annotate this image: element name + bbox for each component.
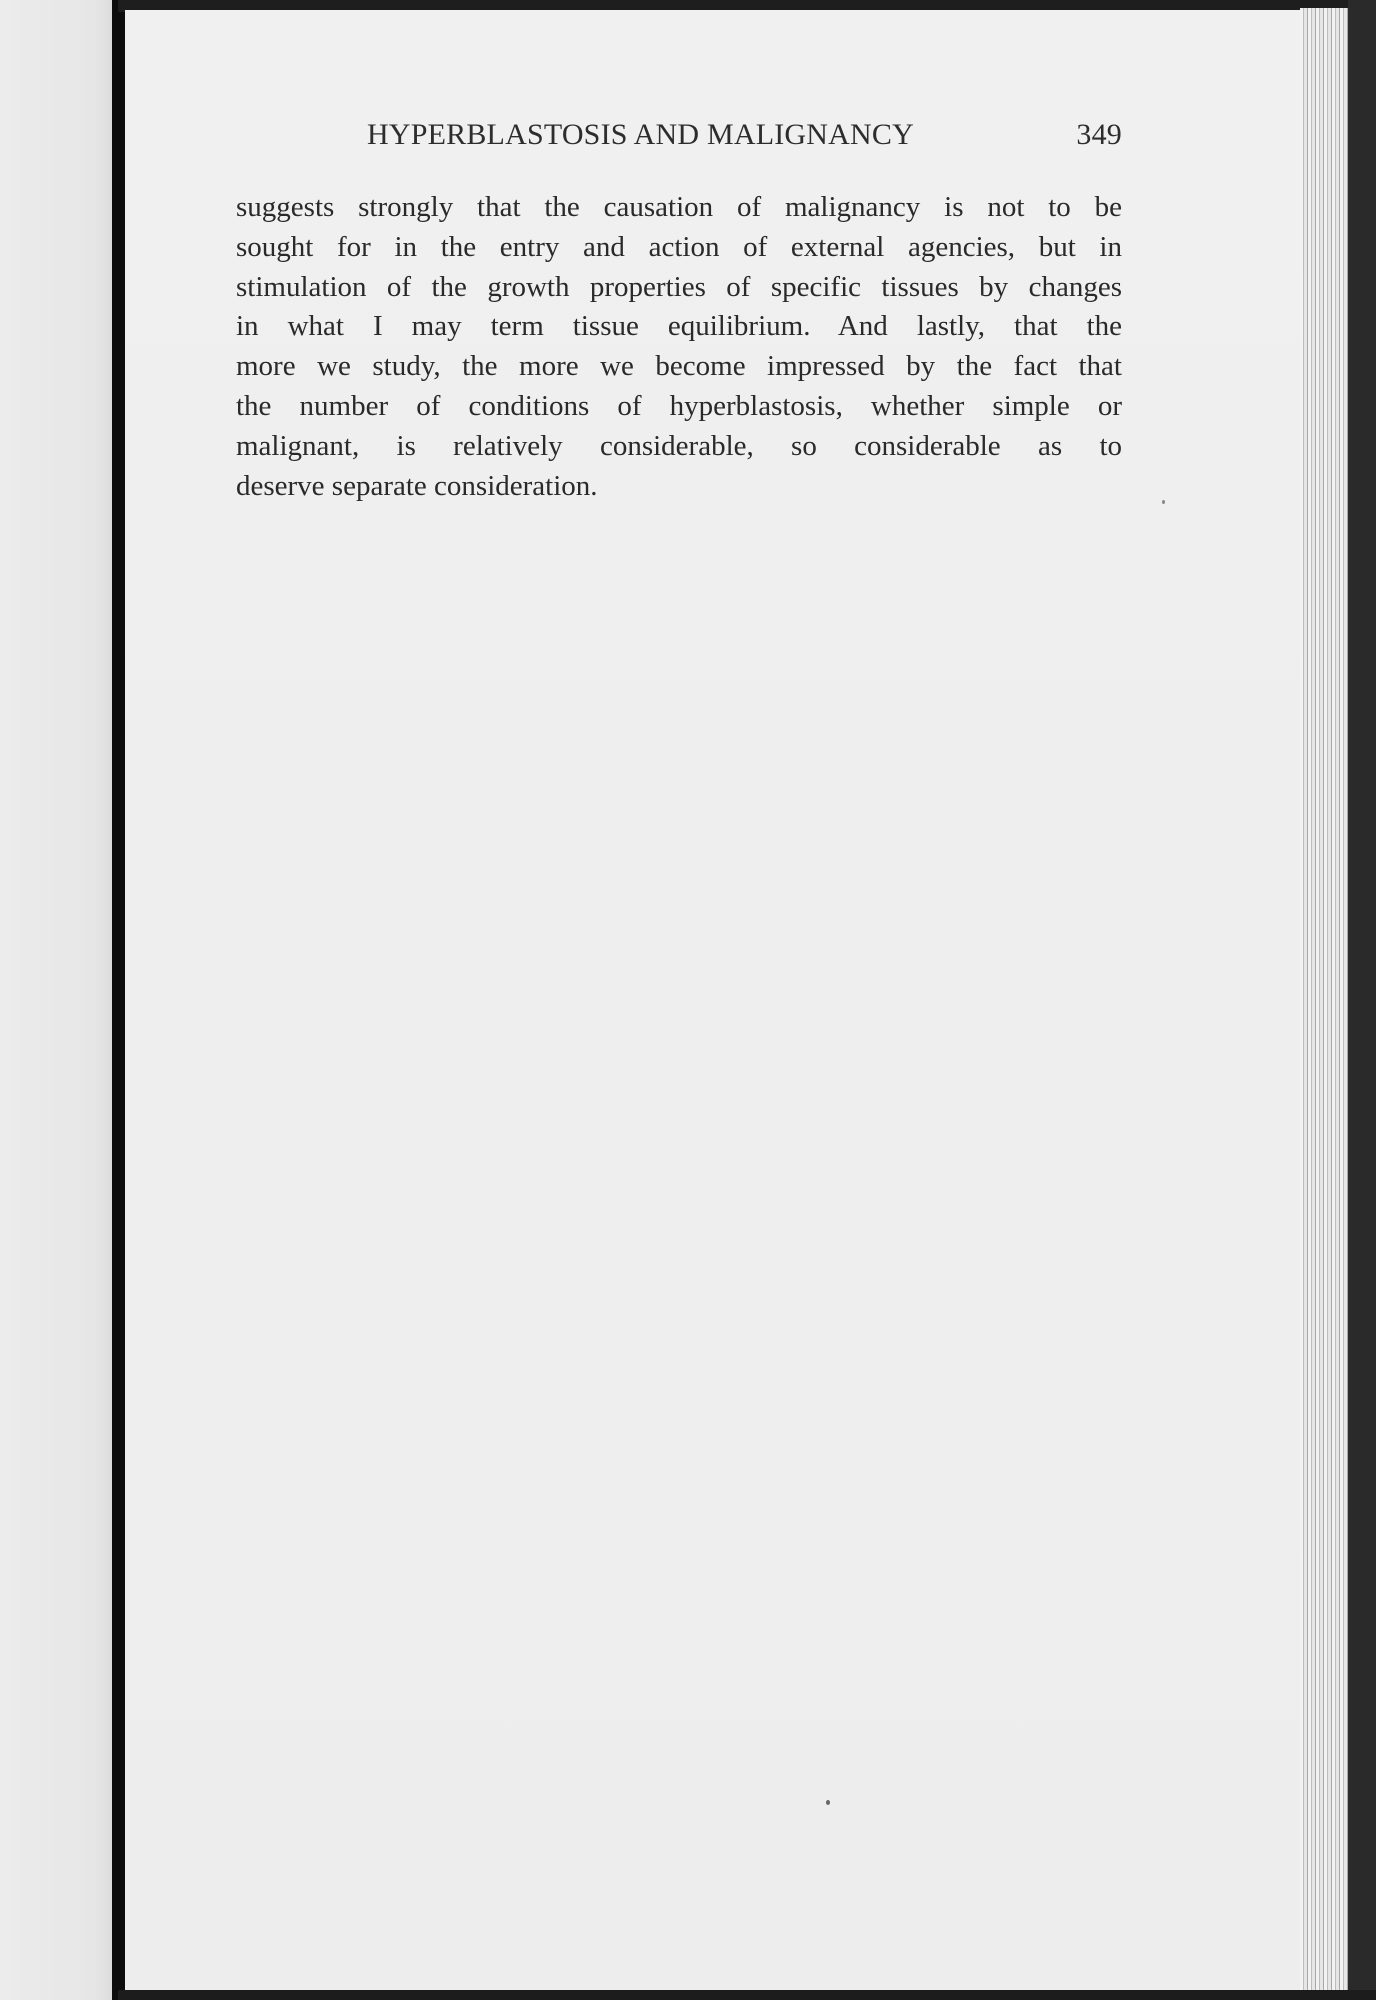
text-line: deserve separate consideration. [236, 469, 598, 502]
page-number: 349 [1076, 118, 1122, 151]
running-title: HYPERBLASTOSIS AND MALIGNANCY [367, 118, 914, 151]
ink-speck [826, 1800, 830, 1805]
text-line: in what I may term tissue equilibrium. And lastly, that the [236, 310, 1122, 343]
page-edge-stack [1300, 8, 1348, 1992]
text-line: the number of conditions of hyperblastosis, whether simple or [236, 389, 1122, 422]
text-line: stimulation of the growth properties of specific tissues by changes [236, 270, 1122, 303]
text-line: suggests strongly that the causation of malignancy is not to be [236, 191, 1122, 223]
binding-gutter [112, 0, 125, 2000]
scan-border-right [1348, 0, 1376, 2000]
facing-page-edge [0, 0, 118, 2000]
body-paragraph [236, 188, 1122, 506]
text-line: more we study, the more we become impressed by the fact that [236, 350, 1122, 383]
text-line: malignant, is relatively considerable, so considerable as to [236, 429, 1122, 462]
running-head [367, 118, 1122, 158]
ink-speck [1162, 500, 1165, 504]
text-line: sought for in the entry and action of external agencies, but in [236, 230, 1122, 263]
scan-border-bottom [118, 1990, 1376, 2000]
